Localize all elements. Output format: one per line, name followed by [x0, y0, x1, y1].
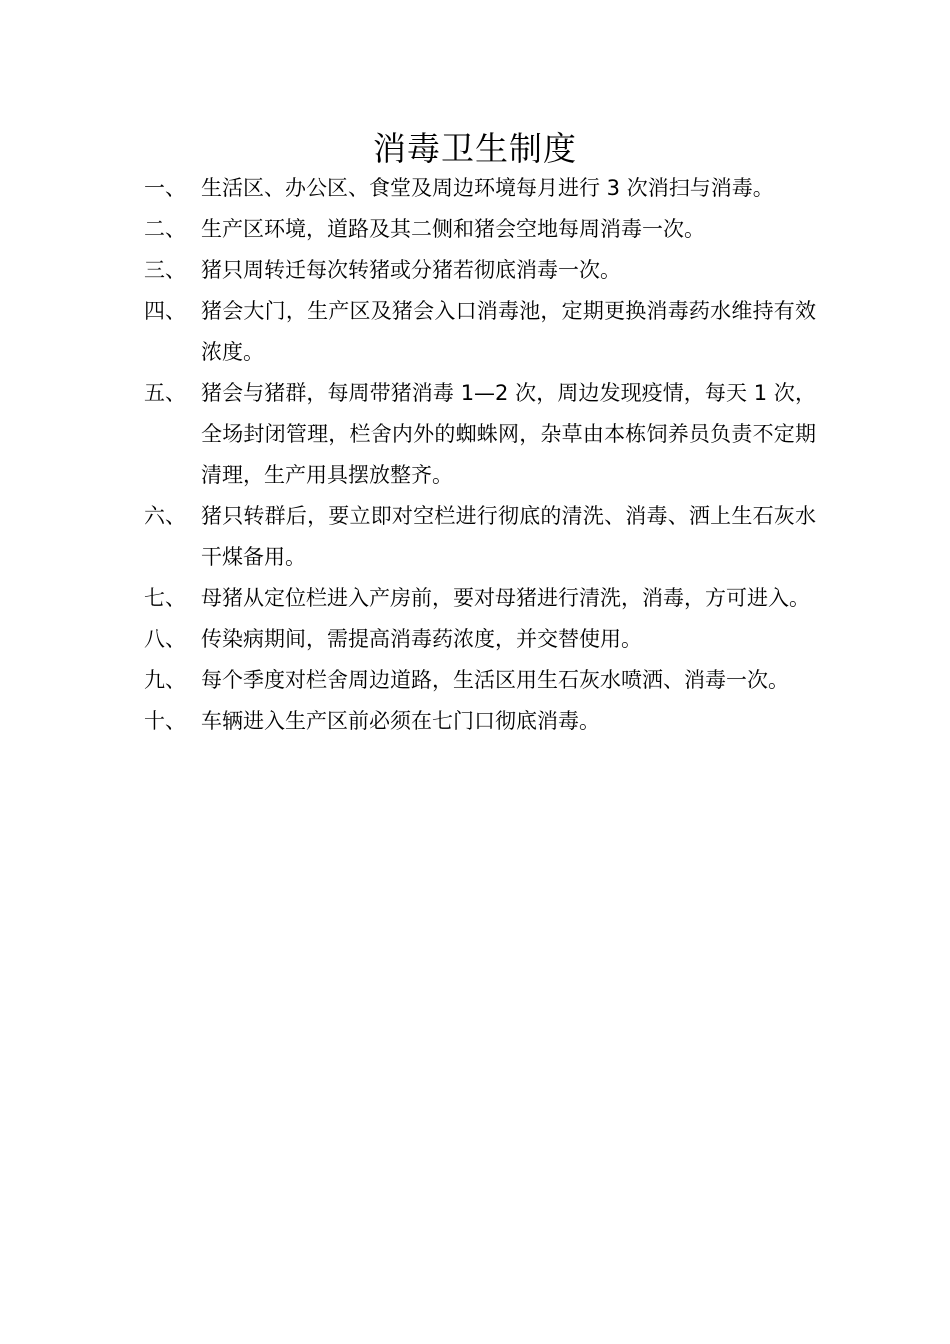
rule-item [144, 578, 816, 619]
rule-text: 传染病期间，需提高消毒药浓度，并交替使用。 [201, 627, 642, 651]
rule-text: 每个季度对栏舍周边道路，生活区用生石灰水喷洒、消毒一次。 [201, 668, 789, 692]
rule-number: 十、 [144, 709, 186, 733]
rule-text: 车辆进入生产区前必须在七门口彻底消毒。 [201, 709, 600, 733]
rule-text: 生活区、办公区、食堂及周边环境每月进行 3 次消扫与消毒。 [201, 176, 774, 200]
rule-item [144, 373, 816, 496]
rule-item [144, 496, 816, 578]
rule-text: 猪会大门，生产区及猪会入口消毒池，定期更换消毒药水维持有效浓度。 [201, 299, 816, 364]
rule-number: 八、 [144, 627, 186, 651]
rule-number: 三、 [144, 258, 186, 282]
rule-text: 猪会与猪群，每周带猪消毒 1—2 次，周边发现疫情，每天 1 次，全场封闭管理，栏舍内外的蜘蛛网，杂草由本栋饲养员负责不定期清理，生产用具摆放整齐。 [201, 381, 816, 487]
rule-item [144, 701, 816, 742]
rule-item [144, 619, 816, 660]
rule-number: 五、 [144, 381, 186, 405]
rule-text: 生产区环境，道路及其二侧和猪会空地每周消毒一次。 [201, 217, 705, 241]
rule-number: 四、 [144, 299, 186, 323]
rule-item [144, 168, 816, 209]
rule-item [144, 209, 816, 250]
rule-number: 二、 [144, 217, 186, 241]
rule-text: 母猪从定位栏进入产房前，要对母猪进行清洗，消毒，方可进入。 [201, 586, 810, 610]
rules-list [144, 168, 816, 742]
rule-text: 猪只转群后，要立即对空栏进行彻底的清洗、消毒、洒上生石灰水干煤备用。 [201, 504, 816, 569]
rule-number: 七、 [144, 586, 186, 610]
rule-item [144, 660, 816, 701]
rule-item [144, 291, 816, 373]
rule-text: 猪只周转迁每次转猪或分猪若彻底消毒一次。 [201, 258, 621, 282]
rule-number: 九、 [144, 668, 186, 692]
rule-item [144, 250, 816, 291]
rule-number: 六、 [144, 504, 186, 528]
rule-number: 一、 [144, 176, 186, 200]
document-title: 消毒卫生制度 [373, 129, 577, 168]
